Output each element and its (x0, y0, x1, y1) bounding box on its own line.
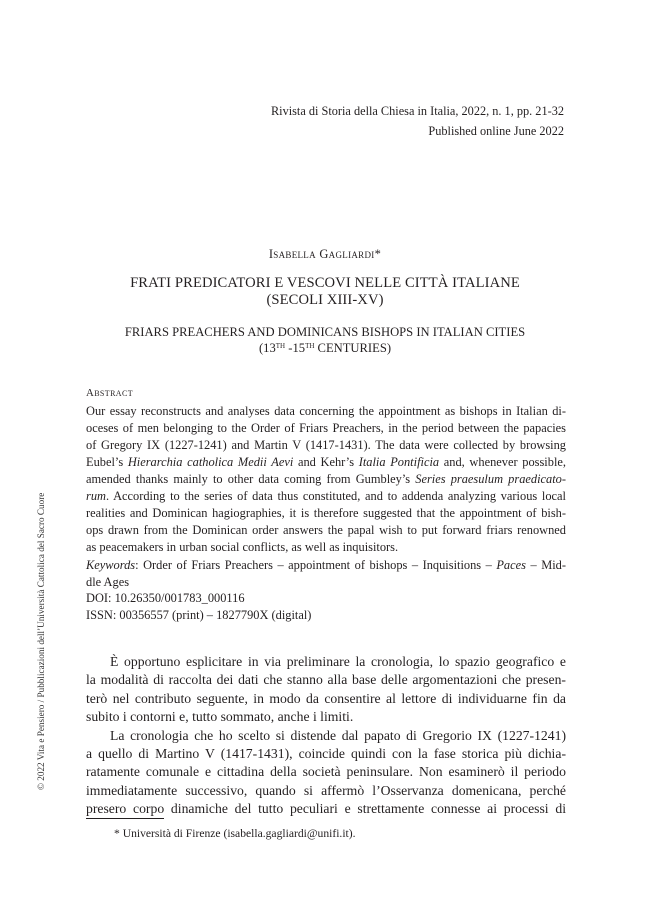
abstract-text: Eubel’s (86, 455, 128, 469)
title-en-line-1: FRIARS PREACHERS AND DOMINICANS BISHOPS IN ITALIAN CITIES (124, 325, 526, 339)
abstract-line: Our essay reconstructs and analyses data concerning the appointment as bishops in Italian di- (86, 404, 566, 418)
abstract-text: and, whenever possible, (439, 455, 566, 469)
article-title-english (0, 325, 650, 356)
abstract-italic: Italia Pontificia (358, 455, 440, 469)
abstract-text: amended thanks mainly to other data coming from Gumbley’s (86, 472, 416, 486)
title-en-prefix: (13 (258, 340, 276, 355)
keywords-text: – Mid- (525, 558, 566, 572)
author-last-name: Gagliardi (319, 247, 375, 261)
title-en-suffix: CENTURIES) (314, 340, 392, 355)
author-first-name: Isabella (268, 247, 316, 261)
sidebar-copyright: © 2022 Vita e Pensiero / Pubblicazioni dell’Università Cattolica del Sacro Cuore (36, 492, 46, 790)
abstract-line: oceses of men belonging to the Order of Friars Preachers, in the period between the papacies (86, 421, 566, 435)
title-en-line-2 (0, 341, 650, 357)
keywords-italic: Paces (496, 558, 526, 572)
body-line: a quello di Martino V (1417-1431), coincide quindi con la fase storica più dichia- (86, 746, 566, 761)
journal-header (271, 101, 564, 141)
publication-date: Published online June 2022 (428, 124, 564, 138)
abstract-line (86, 454, 566, 471)
title-en-sup-2: TH (305, 341, 315, 350)
journal-citation: Rivista di Storia della Chiesa in Italia, 2022, n. 1, pp. 21-32 (270, 104, 564, 118)
abstract-heading: Abstract (86, 387, 134, 399)
title-it-line-2: (SECOLI XIII-XV) (266, 292, 384, 308)
body-line: terò nel contributo seguente, in modo da consentire al lettore di individuarne fin da (86, 690, 566, 706)
abstract-line: realities and Dominican hagiographies, it is therefore suggested that the appointment of bish- (86, 506, 566, 520)
abstract-line: as peacemakers in urban social conflicts, as well as inquisitors. (86, 540, 399, 554)
footnote: * Università di Firenze (isabella.gagliardi@unifi.it). (114, 827, 356, 840)
abstract-line: ops drawn from the Dominican order answers the papal wish to put forward friars renowned (86, 523, 566, 537)
abstract-italic: rum (86, 489, 106, 503)
author-name (0, 247, 650, 262)
abstract-line: of Gregory IX (1227-1241) and Martin V (1417-1431). The data were collected by browsing (86, 438, 566, 452)
keywords-label: Keywords (86, 558, 136, 572)
body-line: ratamente comunale e cittadina della società peninsulare. Non esaminerò il periodo (86, 764, 566, 780)
body-line: la modalità di raccolta dei dati che stanno alla base delle argomentazioni che presen- (86, 672, 566, 688)
keywords-line (86, 557, 566, 574)
keywords-text: : Order of Friars Preachers – appointment of bishops – Inquisitions – (135, 558, 497, 572)
article-title-italian (0, 275, 650, 309)
body-line: È opportuno esplicitare in via preliminare la cronologia, lo spazio geografico e (110, 654, 566, 669)
body-line: La cronologia che ho scelto si distende dal papato di Gregorio IX (1227-1241) (110, 727, 566, 743)
body-line: immediatamente successivo, quando si affermò l’Osservanza domenicana, perché (86, 782, 566, 798)
title-it-line-1: FRATI PREDICATORI E VESCOVI NELLE CITTÀ ITALIANE (130, 275, 520, 291)
title-en-mid: -15 (285, 340, 306, 355)
body-line: subito i contorni e, tutto sommato, anche i limiti. (86, 709, 354, 725)
abstract-text: and Kehr’s (293, 455, 359, 469)
abstract-line (86, 488, 566, 505)
abstract-italic: Series praesulum praedicato- (415, 472, 566, 486)
title-en-sup-1: TH (275, 341, 286, 350)
body-line: presero corpo dinamiche del tutto peculiari e strettamente connesse ai processi di (86, 801, 566, 817)
abstract-italic: Hierarchia catholica Medii Aevi (127, 455, 294, 469)
abstract-line (86, 471, 566, 488)
issn: ISSN: 00356557 (print) – 1827790X (digital) (86, 608, 312, 622)
author-footnote-mark: * (374, 247, 382, 261)
doi: DOI: 10.26350/001783_000116 (86, 591, 245, 605)
keywords-line: dle Ages (86, 575, 130, 589)
abstract-text: . According to the series of data thus constituted, and to addenda analyzing various local (105, 489, 566, 503)
